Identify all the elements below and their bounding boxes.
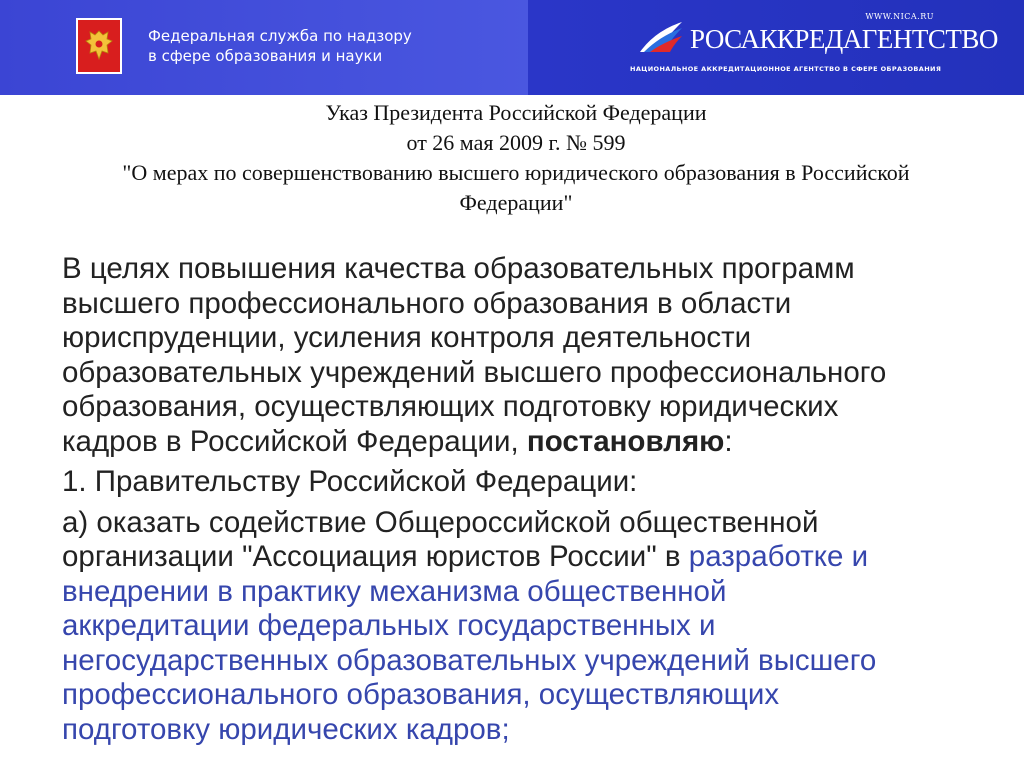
site-url: WWW.NICA.RU [865, 12, 934, 21]
preamble-line: образовательных учреждений высшего профессионального [62, 355, 887, 389]
decree-title: Указ Президента Российской Федерации [325, 100, 707, 125]
preamble-line: юриспруденции, усиления контроля деятельности [62, 321, 752, 354]
decree-name-line1: "О мерах по совершенствованию высшего юридического образования в Российской [122, 160, 910, 185]
highlighted-line: аккредитации федеральных государственных и [62, 609, 716, 642]
preamble-paragraph [62, 252, 962, 459]
decree-name-line2: Федерации" [459, 190, 573, 215]
resolve-keyword: постановляю [526, 424, 725, 458]
agency-name: РОСАККРЕДАГЕНТСТВО [690, 24, 998, 54]
item-1a-text: организации "Ассоциация юристов России" в [62, 540, 689, 573]
highlighted-line: внедрении в практику механизма общественной [62, 574, 727, 608]
banner-left-panel [0, 0, 528, 95]
agency-tagline: НАЦИОНАЛЬНОЕ АККРЕДИТАЦИОННОЕ АГЕНТСТВО В СФЕРЕ ОБРАЗОВАНИЯ [630, 65, 942, 73]
highlighted-line: профессионального образования, осуществляющих [62, 678, 780, 711]
highlighted-line: негосударственных образовательных учреждений высшего [62, 643, 877, 677]
service-name-line1: Федеральная служба по надзору [148, 27, 412, 45]
item-1a-line [62, 540, 962, 575]
colon: : [724, 424, 733, 458]
service-name-line2: в сфере образования и науки [148, 47, 383, 65]
preamble-text: кадров в Российской Федерации, [62, 424, 527, 458]
highlighted-line: подготовку юридических кадров; [62, 712, 510, 746]
decree-date-number: от 26 мая 2009 г. № 599 [406, 130, 626, 155]
highlighted-text: разработке и [688, 540, 869, 573]
item-1-paragraph [62, 465, 962, 500]
service-name [148, 26, 412, 66]
coat-of-arms-icon [76, 18, 122, 74]
item-1-text: 1. Правительству Российской Федерации: [62, 465, 638, 498]
header-banner [0, 0, 1024, 95]
item-1a-paragraph [62, 506, 962, 748]
preamble-line: высшего профессионального образования в области [62, 286, 792, 320]
decree-body [62, 252, 962, 753]
preamble-line-final [62, 425, 962, 460]
preamble-line: В целях повышения качества образовательных программ [62, 252, 855, 285]
agency-flag-logo-icon [638, 18, 684, 56]
item-1a-line: а) оказать содействие Общероссийской общественной [62, 505, 819, 539]
preamble-line: образования, осуществляющих подготовку юридических [62, 390, 839, 423]
decree-heading [40, 98, 992, 218]
